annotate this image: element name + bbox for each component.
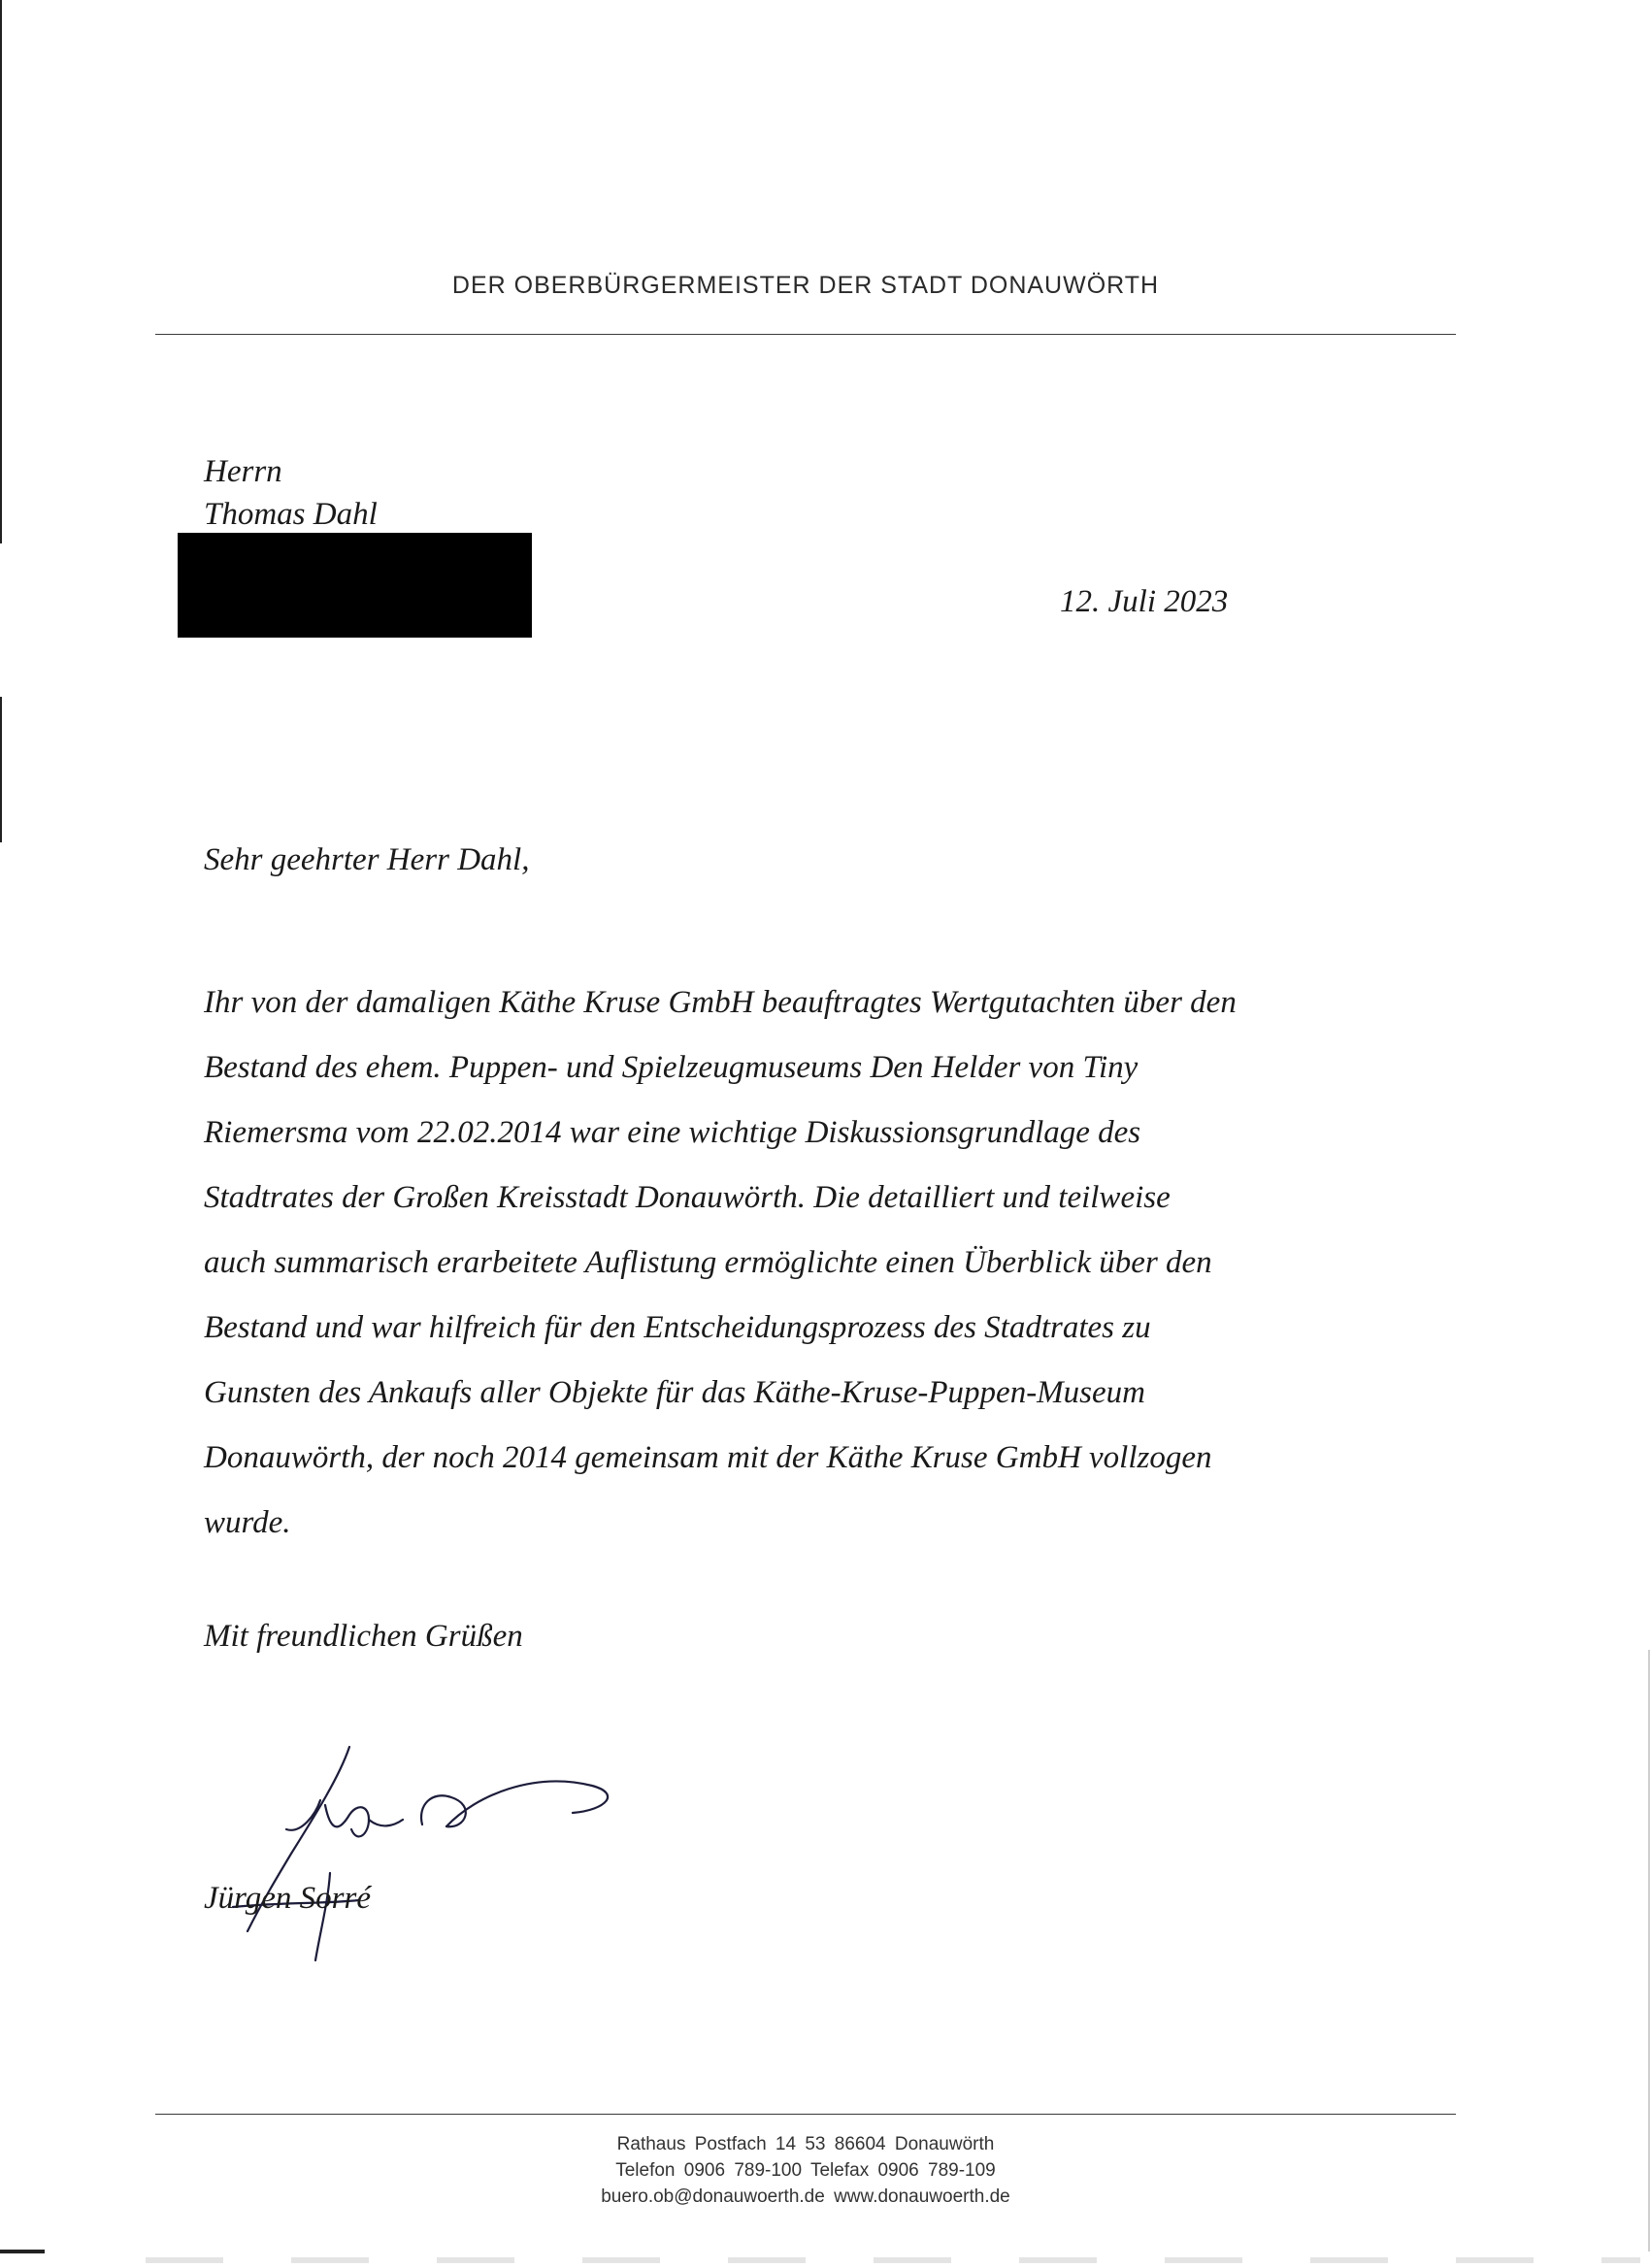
footer-web: buero.ob@donauwoerth.de www.donauwoerth.de bbox=[601, 2186, 1010, 2207]
footer-phone: Telefon 0906 789-100 Telefax 0906 789-109 bbox=[615, 2160, 996, 2181]
scan-corner-mark bbox=[0, 2250, 45, 2253]
letter-body bbox=[204, 970, 1466, 1556]
body-line: Donauwörth, der noch 2014 gemeinsam mit der Käthe Kruse GmbH vollzogen bbox=[204, 1440, 1212, 1475]
body-line: auch summarisch erarbeitete Auflistung ermöglichte einen Überblick über den bbox=[204, 1245, 1212, 1280]
body-line: Ihr von der damaligen Käthe Kruse GmbH beauftragtes Wertgutachten über den bbox=[204, 985, 1237, 1020]
body-line: Gunsten des Ankaufs aller Objekte für das Käthe-Kruse-Puppen-Museum bbox=[204, 1375, 1145, 1410]
recipient-salutation-line: Herrn bbox=[204, 454, 282, 489]
footer-rule bbox=[155, 2114, 1456, 2115]
body-line: Riemersma vom 22.02.2014 war eine wichtige Diskussionsgrundlage des bbox=[204, 1115, 1141, 1150]
body-line: Bestand und war hilfreich für den Entscheidungsprozess des Stadtrates zu bbox=[204, 1310, 1151, 1345]
letter-date: 12. Juli 2023 bbox=[1060, 584, 1229, 619]
scan-edge-mark bbox=[0, 0, 2, 543]
handwritten-signature bbox=[223, 1737, 611, 1970]
signer-name: Jürgen Sorré bbox=[204, 1881, 371, 1916]
body-line: wurde. bbox=[204, 1505, 291, 1540]
body-line: Bestand des ehem. Puppen- und Spielzeugmuseums Den Helder von Tiny bbox=[204, 1050, 1138, 1085]
letterhead-rule bbox=[155, 334, 1456, 335]
recipient-name: Thomas Dahl bbox=[204, 497, 378, 532]
body-line: Stadtrates der Großen Kreisstadt Donauwörth. Die detailliert und teilweise bbox=[204, 1180, 1171, 1215]
redacted-address-block bbox=[178, 533, 532, 638]
letterhead-title: DER OBERBÜRGERMEISTER DER STADT DONAUWÖRTH bbox=[451, 272, 1160, 299]
salutation: Sehr geehrter Herr Dahl, bbox=[204, 842, 530, 877]
closing: Mit freundlichen Grüßen bbox=[204, 1619, 523, 1654]
scan-edge-mark bbox=[0, 697, 2, 842]
footer-address: Rathaus Postfach 14 53 86604 Donauwörth bbox=[616, 2134, 995, 2154]
scan-stripes bbox=[146, 2257, 1640, 2263]
footer-contact bbox=[155, 2131, 1456, 2210]
